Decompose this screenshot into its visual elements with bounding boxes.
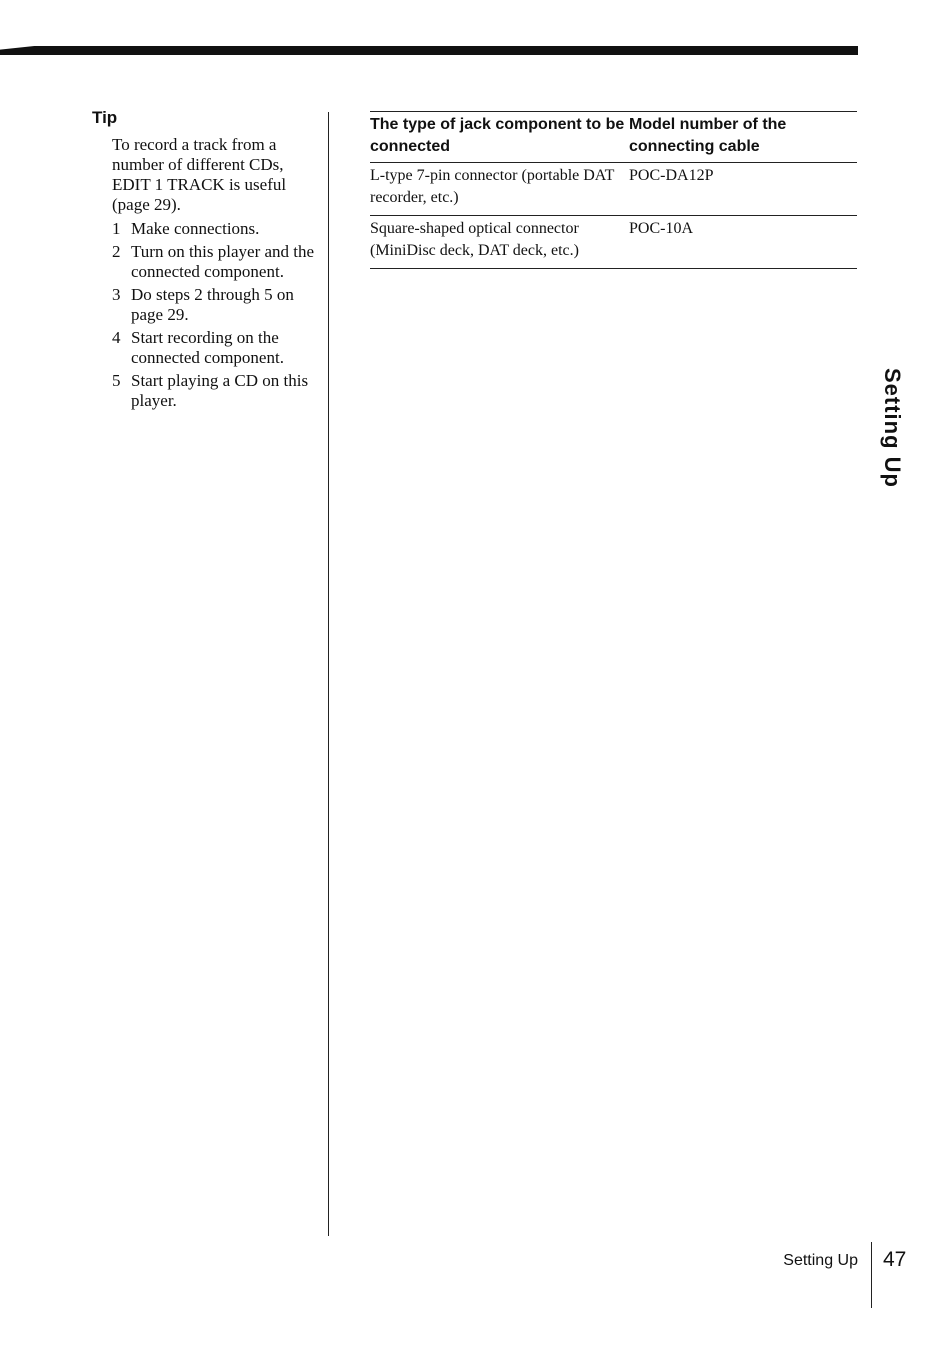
connecting-cable-table bbox=[370, 111, 857, 269]
tip-heading: Tip bbox=[92, 108, 118, 127]
step-text: Make connections. bbox=[131, 219, 260, 238]
step-number: 2 bbox=[112, 242, 121, 261]
tip-step bbox=[92, 285, 317, 325]
step-number: 1 bbox=[112, 219, 121, 238]
page-number: 47 bbox=[883, 1248, 907, 1271]
tip-step bbox=[92, 328, 317, 368]
column-divider bbox=[328, 112, 329, 1236]
top-rule-bar bbox=[0, 46, 858, 55]
step-number: 5 bbox=[112, 371, 121, 390]
cell-model-number: POC-10A bbox=[629, 216, 857, 269]
cell-jack-type: Square-shaped optical connector (MiniDisc deck, DAT deck, etc.) bbox=[370, 216, 629, 269]
tip-step bbox=[92, 242, 317, 282]
tip-intro: To record a track from a number of different CDs, EDIT 1 TRACK is useful (page 29). bbox=[112, 135, 287, 214]
step-text: Start recording on the connected component. bbox=[131, 328, 284, 367]
tip-section bbox=[92, 108, 317, 414]
step-number: 3 bbox=[112, 285, 121, 304]
step-text: Do steps 2 through 5 on page 29. bbox=[131, 285, 294, 324]
side-section-tab bbox=[862, 368, 922, 488]
tip-step bbox=[92, 371, 317, 411]
step-number: 4 bbox=[112, 328, 121, 347]
header-model-number: Model number of the connecting cable bbox=[629, 112, 857, 163]
header-jack-type: The type of jack component to be connected bbox=[370, 112, 629, 163]
table-row bbox=[370, 163, 857, 216]
step-text: Start playing a CD on this player. bbox=[131, 371, 309, 410]
tip-step bbox=[92, 219, 317, 239]
tip-steps-list bbox=[92, 219, 317, 411]
cell-model-number: POC-DA12P bbox=[629, 163, 857, 216]
footer-divider bbox=[871, 1242, 872, 1308]
table-row bbox=[370, 216, 857, 269]
footer-section-name: Setting Up bbox=[783, 1252, 858, 1269]
table-header-row bbox=[370, 112, 857, 163]
cell-jack-type: L-type 7-pin connector (portable DAT recorder, etc.) bbox=[370, 163, 629, 216]
step-text: Turn on this player and the connected component. bbox=[131, 242, 315, 281]
side-tab-label: Setting Up bbox=[880, 368, 905, 488]
